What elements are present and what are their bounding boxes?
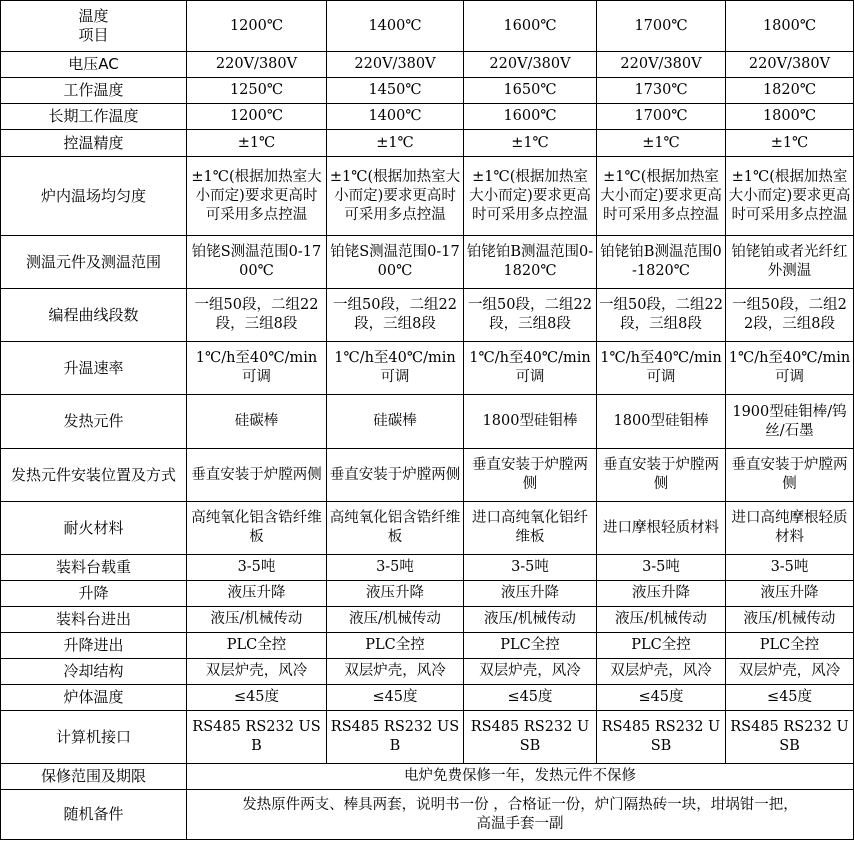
spec-cell-long-term-temp-1700℃: 1700℃ — [597, 104, 726, 130]
spec-row-cooling — [1, 659, 854, 685]
spec-row-element-mounting — [1, 449, 854, 502]
row-label-computer-interface: 计算机接口 — [1, 711, 187, 764]
row-label-load-capacity: 装料台载重 — [1, 555, 187, 581]
spec-cell-load-platform-1700℃: 液压/机械传动 — [597, 607, 726, 633]
spec-cell-thermocouple-1400℃: 铂铑S测温范围0-1700℃ — [327, 236, 464, 289]
row-label-shell-temp: 炉体温度 — [1, 685, 187, 711]
spec-cell-thermocouple-1200℃: 铂铑S测温范围0-1700℃ — [187, 236, 327, 289]
header-col-1400: 1400℃ — [327, 1, 464, 52]
spec-row-long-term-temp — [1, 104, 854, 130]
spec-cell-lift-control-1600℃: PLC全控 — [464, 633, 597, 659]
spec-cell-program-segments-1600℃: 一组50段，二组22段，三组8段 — [464, 289, 597, 342]
spec-cell-long-term-temp-1800℃: 1800℃ — [726, 104, 854, 130]
spec-cell-temp-uniformity-1400℃: ±1℃(根据加热室大小而定)要求更高时可采用多点控温 — [327, 157, 464, 236]
spec-cell-cooling-1200℃: 双层炉壳，风冷 — [187, 659, 327, 685]
spec-row-refractory — [1, 502, 854, 555]
spec-cell-computer-interface-1600℃: RS485 RS232 USB — [464, 711, 597, 764]
spec-cell-working-temp-1800℃: 1820℃ — [726, 78, 854, 104]
spec-cell-voltage-1400℃: 220V/380V — [327, 52, 464, 78]
spec-cell-heating-rate-1800℃: 1℃/h至40℃/min可调 — [726, 342, 854, 395]
spec-cell-refractory-1800℃: 进口高纯摩根轻质材料 — [726, 502, 854, 555]
spec-cell-long-term-temp-1200℃: 1200℃ — [187, 104, 327, 130]
spec-cell-cooling-1700℃: 双层炉壳，风冷 — [597, 659, 726, 685]
warranty-text: 电炉免费保修一年，发热元件不保修 — [187, 764, 854, 790]
spec-cell-load-platform-1200℃: 液压/机械传动 — [187, 607, 327, 633]
spec-cell-program-segments-1200℃: 一组50段，二组22段，三组8段 — [187, 289, 327, 342]
spec-cell-shell-temp-1700℃: ≤45度 — [597, 685, 726, 711]
spec-cell-computer-interface-1400℃: RS485 RS232 USB — [327, 711, 464, 764]
spec-cell-shell-temp-1800℃: ≤45度 — [726, 685, 854, 711]
spec-cell-lift-control-1400℃: PLC全控 — [327, 633, 464, 659]
spec-cell-temp-accuracy-1700℃: ±1℃ — [597, 130, 726, 157]
spec-cell-voltage-1700℃: 220V/380V — [597, 52, 726, 78]
header-col-1800: 1800℃ — [726, 1, 854, 52]
spec-cell-element-mounting-1400℃: 垂直安装于炉膛两侧 — [327, 449, 464, 502]
spec-cell-load-platform-1600℃: 液压/机械传动 — [464, 607, 597, 633]
spec-cell-temp-accuracy-1600℃: ±1℃ — [464, 130, 597, 157]
spec-cell-voltage-1600℃: 220V/380V — [464, 52, 597, 78]
header-col-1600: 1600℃ — [464, 1, 597, 52]
spec-cell-computer-interface-1200℃: RS485 RS232 USB — [187, 711, 327, 764]
spec-cell-load-capacity-1600℃: 3-5吨 — [464, 555, 597, 581]
header-col-1700: 1700℃ — [597, 1, 726, 52]
accessories-text — [187, 790, 854, 840]
spec-cell-heating-element-1400℃: 硅碳棒 — [327, 395, 464, 449]
spec-cell-refractory-1400℃: 高纯氧化铝含锆纤维板 — [327, 502, 464, 555]
spec-cell-refractory-1700℃: 进口摩根轻质材料 — [597, 502, 726, 555]
row-label-heating-element: 发热元件 — [1, 395, 187, 449]
spec-cell-load-capacity-1400℃: 3-5吨 — [327, 555, 464, 581]
row-label-load-platform: 装料台进出 — [1, 607, 187, 633]
row-label-voltage: 电压AC — [1, 52, 187, 78]
spec-cell-load-capacity-1200℃: 3-5吨 — [187, 555, 327, 581]
spec-cell-thermocouple-1800℃: 铂铑铂或者光纤红外测温 — [726, 236, 854, 289]
spec-row-load-capacity — [1, 555, 854, 581]
spec-row-load-platform — [1, 607, 854, 633]
spec-cell-temp-uniformity-1800℃: ±1℃(根据加热室大小而定)要求更高时可采用多点控温 — [726, 157, 854, 236]
row-label-long-term-temp: 长期工作温度 — [1, 104, 187, 130]
spec-cell-program-segments-1800℃: 一组50段，二组22段，三组8段 — [726, 289, 854, 342]
spec-row-shell-temp — [1, 685, 854, 711]
spec-cell-thermocouple-1700℃: 铂铑铂B测温范围0-1820℃ — [597, 236, 726, 289]
spec-cell-load-platform-1400℃: 液压/机械传动 — [327, 607, 464, 633]
spec-row-heating-rate — [1, 342, 854, 395]
spec-cell-element-mounting-1600℃: 垂直安装于炉膛两侧 — [464, 449, 597, 502]
spec-cell-lift-control-1800℃: PLC全控 — [726, 633, 854, 659]
spec-cell-heating-element-1700℃: 1800型硅钼棒 — [597, 395, 726, 449]
accessories-line-1: 发热原件两支、棒具两套，说明书一份 ，合格证一份，炉门隔热砖一块，坩埚钳一把， — [242, 796, 798, 813]
spec-row-voltage — [1, 52, 854, 78]
spec-cell-heating-element-1800℃: 1900型硅钼棒/钨丝/石墨 — [726, 395, 854, 449]
spec-cell-thermocouple-1600℃: 铂铑铂B测温范围0-1820℃ — [464, 236, 597, 289]
spec-cell-program-segments-1700℃: 一组50段，二组22段，三组8段 — [597, 289, 726, 342]
header-label-top: 温度 — [78, 7, 109, 25]
spec-cell-load-capacity-1800℃: 3-5吨 — [726, 555, 854, 581]
spec-cell-refractory-1600℃: 进口高纯氧化铝纤维板 — [464, 502, 597, 555]
row-label-program-segments: 编程曲线段数 — [1, 289, 187, 342]
spec-cell-voltage-1200℃: 220V/380V — [187, 52, 327, 78]
spec-row-working-temp — [1, 78, 854, 104]
spec-cell-temp-uniformity-1700℃: ±1℃(根据加热室大小而定)要求更高时可采用多点控温 — [597, 157, 726, 236]
row-label-cooling: 冷却结构 — [1, 659, 187, 685]
warranty-label: 保修范围及期限 — [1, 764, 187, 790]
spec-row-lift — [1, 581, 854, 607]
header-label-bottom: 项目 — [78, 26, 109, 44]
spec-cell-heating-rate-1200℃: 1℃/h至40℃/min可调 — [187, 342, 327, 395]
row-label-working-temp: 工作温度 — [1, 78, 187, 104]
spec-cell-heating-element-1600℃: 1800型硅钼棒 — [464, 395, 597, 449]
header-row — [1, 1, 854, 52]
spec-cell-temp-accuracy-1800℃: ±1℃ — [726, 130, 854, 157]
spec-cell-cooling-1400℃: 双层炉壳，风冷 — [327, 659, 464, 685]
spec-cell-shell-temp-1600℃: ≤45度 — [464, 685, 597, 711]
row-label-element-mounting: 发热元件安装位置及方式 — [1, 449, 187, 502]
spec-cell-program-segments-1400℃: 一组50段，二组22段，三组8段 — [327, 289, 464, 342]
header-col-1200: 1200℃ — [187, 1, 327, 52]
spec-cell-temp-uniformity-1200℃: ±1℃(根据加热室大小而定)要求更高时可采用多点控温 — [187, 157, 327, 236]
spec-cell-element-mounting-1700℃: 垂直安装于炉膛两侧 — [597, 449, 726, 502]
header-corner-cell — [1, 1, 187, 52]
spec-row-temp-accuracy — [1, 130, 854, 157]
spec-cell-long-term-temp-1600℃: 1600℃ — [464, 104, 597, 130]
spec-cell-cooling-1600℃: 双层炉壳，风冷 — [464, 659, 597, 685]
spec-cell-working-temp-1200℃: 1250℃ — [187, 78, 327, 104]
spec-cell-voltage-1800℃: 220V/380V — [726, 52, 854, 78]
row-label-lift-control: 升降进出 — [1, 633, 187, 659]
spec-row-computer-interface — [1, 711, 854, 764]
spec-cell-temp-accuracy-1200℃: ±1℃ — [187, 130, 327, 157]
spec-cell-lift-1700℃: 液压升降 — [597, 581, 726, 607]
spec-cell-lift-control-1200℃: PLC全控 — [187, 633, 327, 659]
spec-cell-lift-1800℃: 液压升降 — [726, 581, 854, 607]
spec-cell-element-mounting-1200℃: 垂直安装于炉膛两侧 — [187, 449, 327, 502]
spec-cell-computer-interface-1700℃: RS485 RS232 USB — [597, 711, 726, 764]
spec-cell-shell-temp-1200℃: ≤45度 — [187, 685, 327, 711]
row-label-thermocouple: 测温元件及测温范围 — [1, 236, 187, 289]
spec-cell-temp-uniformity-1600℃: ±1℃(根据加热室大小而定)要求更高时可采用多点控温 — [464, 157, 597, 236]
spec-cell-working-temp-1600℃: 1650℃ — [464, 78, 597, 104]
spec-row-heating-element — [1, 395, 854, 449]
row-label-refractory: 耐火材料 — [1, 502, 187, 555]
spec-cell-working-temp-1400℃: 1450℃ — [327, 78, 464, 104]
spec-row-temp-uniformity — [1, 157, 854, 236]
spec-cell-lift-1400℃: 液压升降 — [327, 581, 464, 607]
spec-row-thermocouple — [1, 236, 854, 289]
spec-cell-heating-rate-1700℃: 1℃/h至40℃/min可调 — [597, 342, 726, 395]
spec-cell-load-platform-1800℃: 液压/机械传动 — [726, 607, 854, 633]
spec-cell-shell-temp-1400℃: ≤45度 — [327, 685, 464, 711]
accessories-row — [1, 790, 854, 840]
spec-cell-working-temp-1700℃: 1730℃ — [597, 78, 726, 104]
spec-row-lift-control — [1, 633, 854, 659]
row-label-temp-accuracy: 控温精度 — [1, 130, 187, 157]
warranty-row — [1, 764, 854, 790]
spec-cell-computer-interface-1800℃: RS485 RS232 USB — [726, 711, 854, 764]
spec-cell-refractory-1200℃: 高纯氧化铝含锆纤维板 — [187, 502, 327, 555]
row-label-heating-rate: 升温速率 — [1, 342, 187, 395]
spec-cell-element-mounting-1800℃: 垂直安装于炉膛两侧 — [726, 449, 854, 502]
spec-row-program-segments — [1, 289, 854, 342]
spec-cell-load-capacity-1700℃: 3-5吨 — [597, 555, 726, 581]
spec-cell-cooling-1800℃: 双层炉壳，风冷 — [726, 659, 854, 685]
accessories-label: 随机备件 — [1, 790, 187, 840]
spec-cell-lift-1200℃: 液压升降 — [187, 581, 327, 607]
spec-cell-heating-rate-1400℃: 1℃/h至40℃/min可调 — [327, 342, 464, 395]
spec-cell-heating-rate-1600℃: 1℃/h至40℃/min可调 — [464, 342, 597, 395]
row-label-lift: 升降 — [1, 581, 187, 607]
spec-cell-lift-1600℃: 液压升降 — [464, 581, 597, 607]
accessories-line-2: 高温手套一副 — [476, 815, 564, 832]
row-label-temp-uniformity: 炉内温场均匀度 — [1, 157, 187, 236]
spec-cell-heating-element-1200℃: 硅碳棒 — [187, 395, 327, 449]
spec-cell-lift-control-1700℃: PLC全控 — [597, 633, 726, 659]
spec-cell-temp-accuracy-1400℃: ±1℃ — [327, 130, 464, 157]
spec-cell-long-term-temp-1400℃: 1400℃ — [327, 104, 464, 130]
